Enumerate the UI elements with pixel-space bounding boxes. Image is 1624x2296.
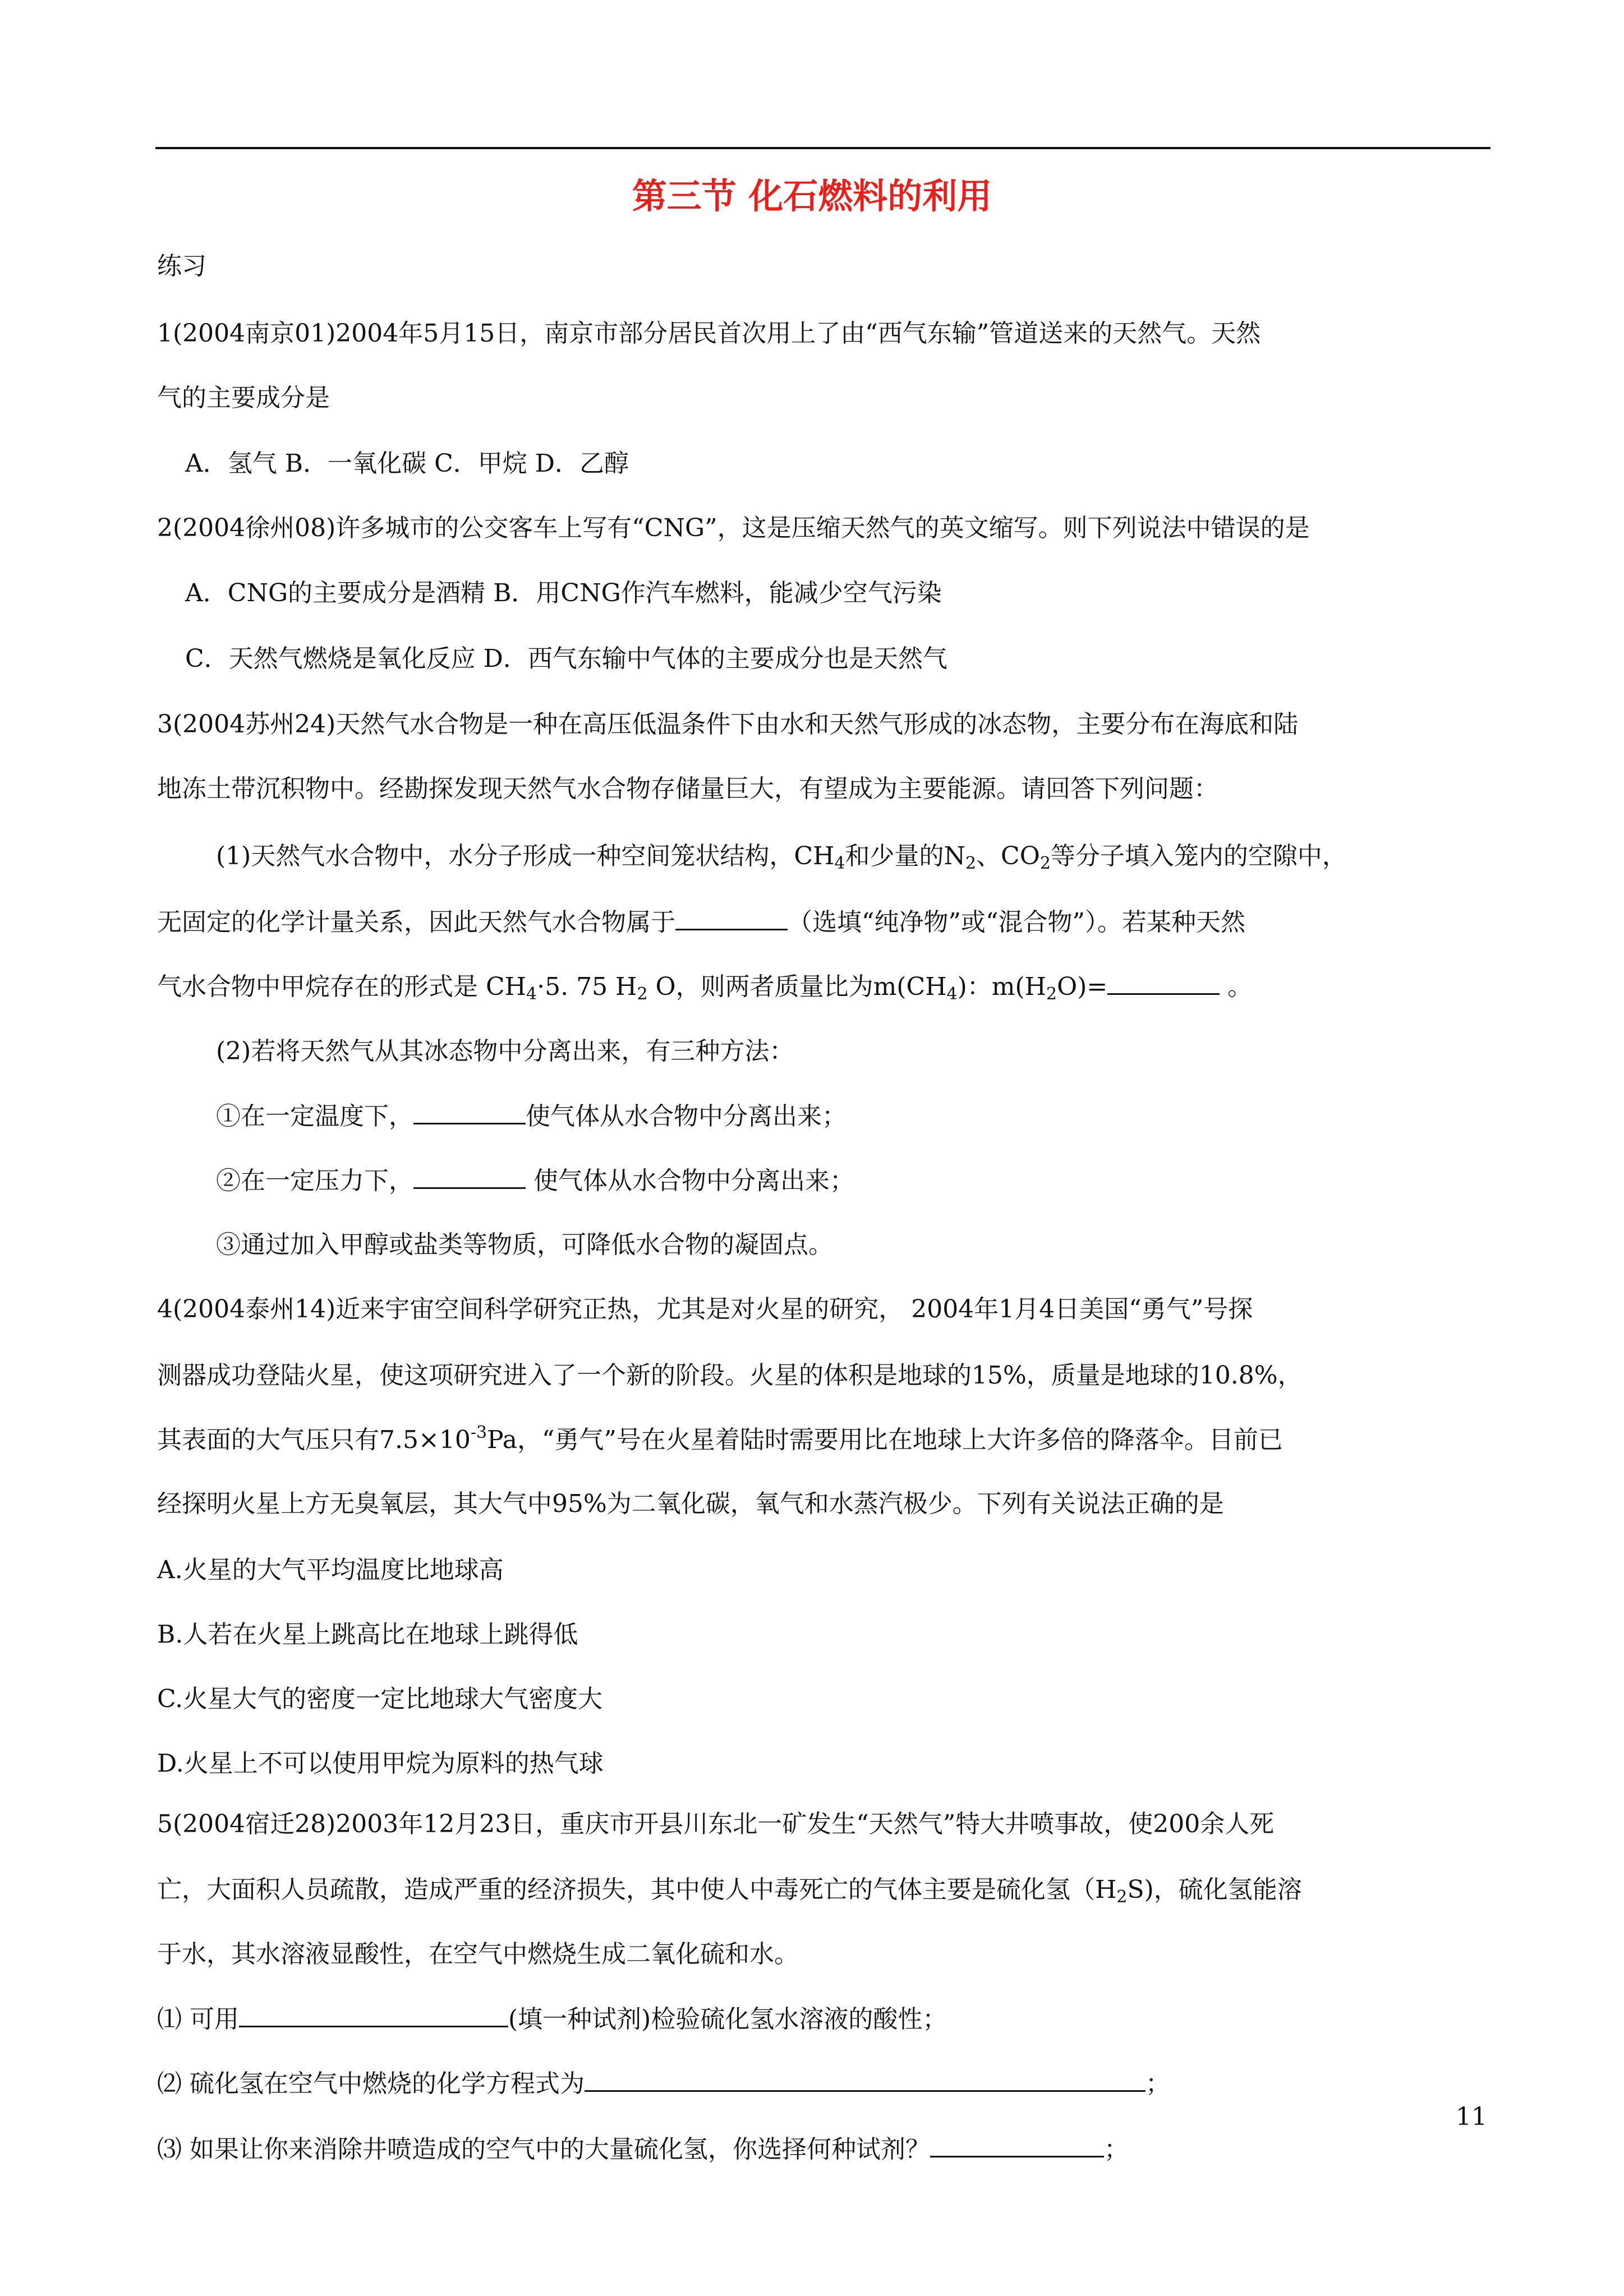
answer-blank[interactable] xyxy=(585,2066,1145,2092)
q3-method1: ①在一定温度下， 使气体从水合物中分离出来； xyxy=(216,1098,846,1133)
answer-blank[interactable] xyxy=(413,1163,526,1189)
q3-part1-line3: 气水合物中甲烷存在的形式是 $CH_4\cdot 5$. 75 $H_2$ O，则两者质量比为$m(CH_4)$：$m(H_2O)=$ 。 xyxy=(157,969,1252,1004)
section-label: 练习 xyxy=(157,252,206,280)
q2-line1: 2(2004徐州08)许多城市的公交客车上写有“CNG”，这是压缩天然气的英文缩写。则下列说法中错误的是 xyxy=(157,514,1310,542)
q4-line3: 其表面的大气压只有$7.5\times 10^{-3}Pa$，“勇气”号在火星着陆时需要用比在地球上大许多倍的降落伞。目前已 xyxy=(157,1423,1283,1454)
q4-option-a: A.火星的大气平均温度比地球高 xyxy=(157,1556,504,1584)
q4-line4: 经探明火星上方无臭氧层，其大气中95%为二氧化碳，氧气和水蒸汽极少。下列有关说法正确的是 xyxy=(157,1490,1224,1518)
q5-sub3: ⑶ 如果让你来消除井喷造成的空气中的大量硫化氢，你选择何种试剂？ ； xyxy=(157,2131,1129,2166)
answer-blank[interactable] xyxy=(930,2131,1104,2157)
q4-line2: 测器成功登陆火星，使这项研究进入了一个新的阶段。火星的体积是地球的15%，质量是地球的10.8%， xyxy=(157,1361,1303,1390)
answer-blank[interactable] xyxy=(1107,969,1220,995)
q4-option-d: D.火星上不可以使用甲烷为原料的热气球 xyxy=(157,1749,604,1778)
q2-options-cd: C．天然气燃烧是氧化反应 D．西气东输中气体的主要成分也是天然气 xyxy=(185,644,947,673)
answer-blank[interactable] xyxy=(675,904,788,930)
q1-line2: 气的主要成分是 xyxy=(157,384,330,412)
q3-part2: (2)若将天然气从其冰态物中分离出来，有三种方法： xyxy=(216,1037,794,1066)
answer-blank[interactable] xyxy=(239,2001,508,2027)
q3-line1: 3(2004苏州24)天然气水合物是一种在高压低温条件下由水和天然气形成的冰态物，主要分布在海底和陆 xyxy=(157,710,1299,739)
q5-line3: 于水，其水溶液显酸性，在空气中燃烧生成二氧化硫和水。 xyxy=(157,1940,799,1968)
q3-line2: 地冻土带沉积物中。经勘探发现天然气水合物存储量巨大，有望成为主要能源。请回答下列问题： xyxy=(157,774,1218,803)
q4-line1: 4(2004泰州14)近来宇宙空间科学研究正热，尤其是对火星的研究， 2004年1月4日美国“勇气”号探 xyxy=(157,1295,1253,1324)
q5-line1: 5(2004宿迁28)2003年12月23日，重庆市开县川东北一矿发生“天然气”特大井喷事故，使200余人死 xyxy=(157,1810,1275,1838)
q4-option-b: B.人若在火星上跳高比在地球上跳得低 xyxy=(157,1620,578,1649)
header-rule xyxy=(155,147,1490,149)
answer-blank[interactable] xyxy=(413,1098,526,1124)
q5-sub1: ⑴ 可用 (填一种试剂)检验硫化氢水溶液的酸性； xyxy=(157,2001,947,2036)
q5-line2: 亡，大面积人员疏散，造成严重的经济损失，其中使人中毒死亡的气体主要是硫化氢$(H_2S)$，硫化氢能溶 xyxy=(157,1875,1302,1907)
q5-sub2: ⑵ 硫化氢在空气中燃烧的化学方程式为 ； xyxy=(157,2066,1170,2101)
q3-method2: ②在一定压力下， 使气体从水合物中分离出来； xyxy=(216,1163,854,1198)
q3-part1-line2: 无固定的化学计量关系，因此天然气水合物属于 （选填“纯净物”或“混合物”）。若某种天然 xyxy=(157,904,1245,939)
page-number: 11 xyxy=(1456,2103,1487,2131)
q3-part1-line1: (1)天然气水合物中，水分子形成一种空间笼状结构，$CH_4$和少量的$N_2$、$CO_2$等分子填入笼内的空隙中， xyxy=(216,842,1347,873)
q3-method3: ③通过加入甲醇或盐类等物质，可降低水合物的凝固点。 xyxy=(216,1230,833,1259)
q2-options-ab: A．CNG的主要成分是酒精 B．用CNG作汽车燃料，能减少空气污染 xyxy=(185,579,942,607)
q4-option-c: C.火星大气的密度一定比地球大气密度大 xyxy=(157,1685,603,1713)
q1-line1: 1(2004南京01)2004年5月15日，南京市部分居民首次用上了由“西气东输”管道送来的天然气。天然 xyxy=(157,319,1261,348)
q1-options: A．氢气 B．一氧化碳 C．甲烷 D．乙醇 xyxy=(185,449,629,478)
page-title: 第三节 化石燃料的利用 xyxy=(632,176,992,216)
